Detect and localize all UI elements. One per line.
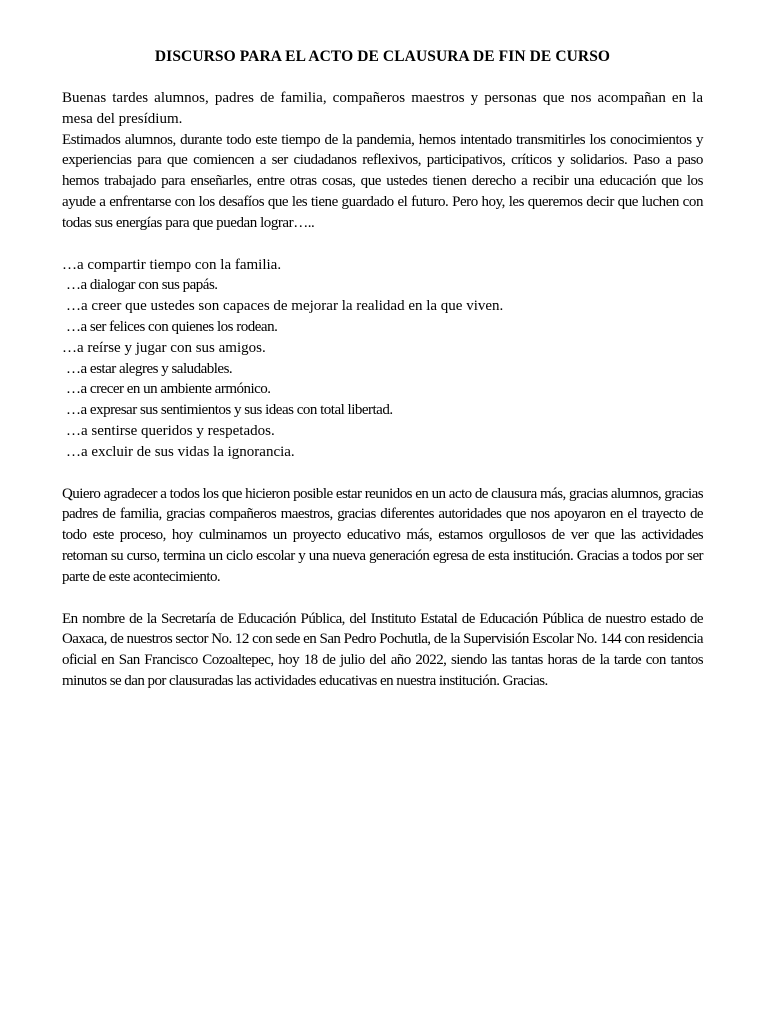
list-item: …a compartir tiempo con la familia. [62,256,282,273]
list-item: …a dialogar con sus papás. [66,277,218,294]
list-item: …a ser felices con quienes los rodean. [66,318,278,335]
document-page [62,47,703,692]
wishes-list [62,255,703,463]
spacer [62,463,703,484]
list-item: …a estar alegres y saludables. [66,360,233,377]
students-paragraph: Estimados alumnos, durante todo este tiempo de la pandemia, hemos intentado transmitirles los conocimientos y experiencias para que comiencen a ser ciudadanos reflexivos, participativos, críticos y solidarios. Paso a paso hemos trabajado para enseñarles, entre otras cosas, que ustedes tienen derecho a recibir una educación que los ayude a enfrentarse con los desafíos que les tiene guardado el futuro. Pero hoy, les queremos decir que luchen con todas sus energías para que puedan lograr….. [62,131,703,231]
list-item: …a reírse y jugar con sus amigos. [62,339,266,356]
list-item: …a sentirse queridos y respetados. [66,422,275,439]
spacer [62,588,703,609]
list-item: …a expresar sus sentimientos y sus ideas con total libertad. [66,402,393,419]
list-item: …a crecer en un ambiente armónico. [66,381,271,398]
document-title: DISCURSO PARA EL ACTO DE CLAUSURA DE FIN DE CURSO [154,48,611,65]
spacer [62,234,703,255]
closing-paragraph: En nombre de la Secretaría de Educación Pública, del Instituto Estatal de Educación Pública de nuestro estado de Oaxaca, de nuestros sector No. 12 con sede en San Pedro Pochutla, de la Supervisión Escolar No. 144 con residencia oficial en San Francisco Cozoaltepec, hoy 18 de julio del año 2022, siendo las tantas horas de la tarde con tantos minutos se dan por clausuradas las actividades educativas en nuestra institución. Gracias. [62,610,703,689]
list-item: …a excluir de sus vidas la ignorancia. [66,443,295,460]
greeting-paragraph: Buenas tardes alumnos, padres de familia, compañeros maestros y personas que nos acompañan en la mesa del presídium. [62,90,703,127]
thanks-paragraph: Quiero agradecer a todos los que hicieron posible estar reunidos en un acto de clausura más, gracias alumnos, gracias padres de familia, gracias compañeros maestros, gracias diferentes autoridades que nos apoyaron en el trayecto de todo este proceso, hoy culminamos un proyecto educativo más, estamos orgullosos de ver que las actividades retoman su curso, termina un ciclo escolar y una nueva generación egresa de esta institución. Gracias a todos por ser parte de este acontecimiento. [62,485,703,585]
list-item: …a creer que ustedes son capaces de mejorar la realidad en la que viven. [66,298,504,315]
